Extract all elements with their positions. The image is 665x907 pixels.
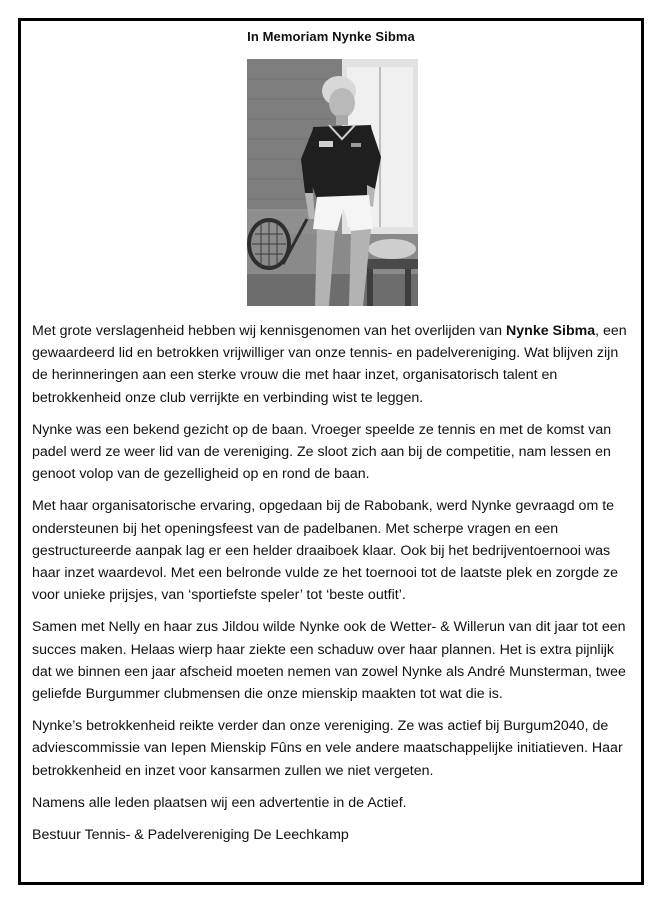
paragraph-1 [32,320,634,409]
notice-body [32,320,634,856]
paragraph-6: Namens alle leden plaatsen wij een advertentie in de Actief. [32,794,407,811]
paragraph-3: Met haar organisatorische ervaring, opgedaan bij de Rabobank, werd Nynke gevraagd om te ondersteunen bij het openingsfeest van de padelbanen. Met scherpe vragen en een gestructureerde aanpak lag er een helder draaiboek klaar. Ook bij het bedrijventoernooi was haar inzet waardevol. Met een belronde vulde ze het toernooi tot de laatste plek en zorgde ze voor unieke prijsjes, van ‘sportiefste speler’ tot ‘beste outfit’. [32,498,619,604]
paragraph-1-intro: Met grote verslagenheid hebben wij kennisgenomen van het overlijden van [32,323,507,339]
paragraph-1-rest: , een gewaardeerd lid en betrokken vrijwilliger van onze tennis- en padelvereniging. Wat blijven zijn de herinneringen aan een sterke vrouw die met haar inzet, organisatorisch talent en betrokkenheid onze club verrijkte en verbinding wist te leggen. [32,323,627,406]
memorial-notice [18,18,644,885]
notice-title: In Memoriam Nynke Sibma [247,29,415,44]
paragraph-5: Nynke’s betrokkenheid reikte verder dan onze vereniging. Ze was actief bij Burgum2040, de adviescommissie van Iepen Mienskip Fûns en vele andere maatschappelijke initiatieven. Haar betrokkenheid en inzet voor kansarmen zullen we niet vergeten. [32,718,623,779]
deceased-name: Nynke Sibma [506,323,596,339]
photo-image [247,59,418,306]
signature: Bestuur Tennis- & Padelvereniging De Leechkamp [32,827,349,844]
paragraph-4: Samen met Nelly en haar zus Jildou wilde Nynke ook de Wetter- & Willerun van dit jaar tot een succes maken. Helaas wierp haar ziekte een schaduw over haar plannen. Het is extra pijnlijk dat we binnen een jaar afscheid moeten nemen van zowel Nynke als André Munsterman, twee geliefde Burgummer clubmensen die onze mienskip maakten tot wat die is. [32,619,626,703]
memorial-photo [247,59,418,306]
paragraph-2: Nynke was een bekend gezicht op de baan. Vroeger speelde ze tennis en met de komst van padel werd ze weer lid van de vereniging. Ze sloot zich aan bij de competitie, nam lessen en genoot volop van de gezelligheid op en rond de baan. [32,421,612,483]
